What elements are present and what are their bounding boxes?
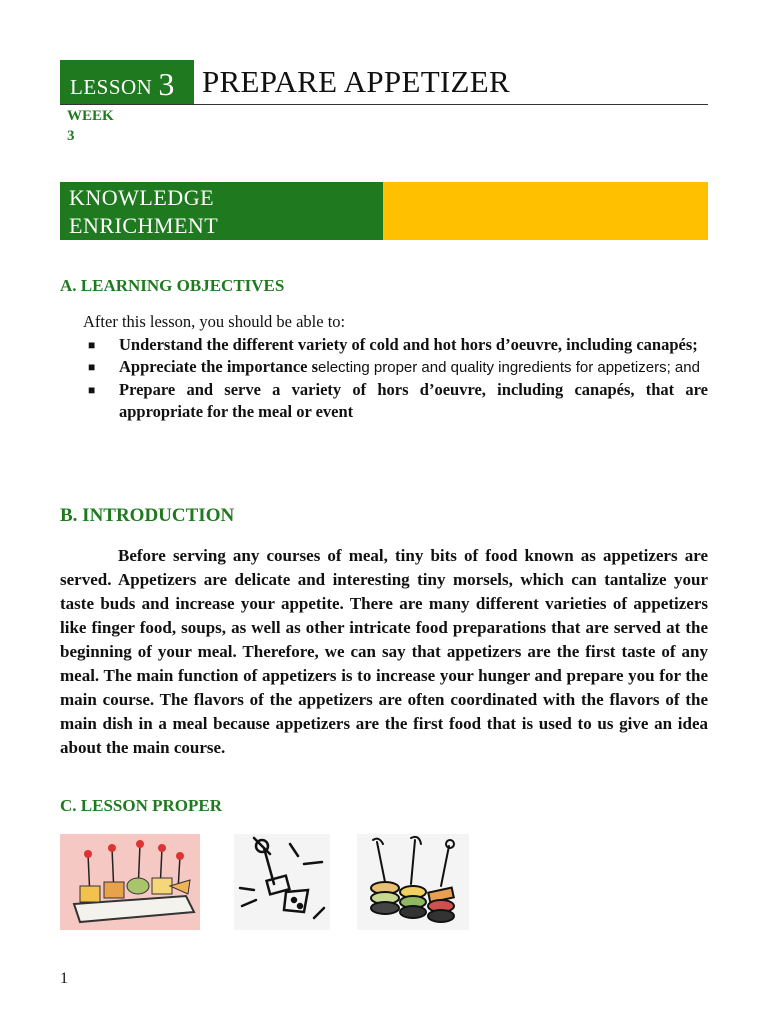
page-number: 1 <box>60 970 68 987</box>
list-item <box>88 334 708 356</box>
objectives-intro: After this lesson, you should be able to: <box>83 312 346 331</box>
knowledge-enrichment-banner <box>60 182 708 240</box>
lesson-word: LESSON <box>70 75 153 99</box>
introduction-paragraph: Before serving any courses of meal, tiny bits of food known as appetizers are served. Appetizers are delicate and interesting tiny morsels, which can tantalize your taste buds and increase your appetite. There are many different varieties of appetizers like finger food, soups, as well as other intricate food preparations that are served at the beginning of your meal. Therefore, we can say that appetizers are the first taste of any meal. The main function of appetizers is to increase your hunger and prepare you for the main course. The flavors of the appetizers are often coordinated with the flavors of the main dish in a meal because appetizers are the first food that is used to us give an idea about the main course. <box>60 546 708 757</box>
week-word: WEEK <box>67 108 114 124</box>
bullet-icon: ■ <box>88 383 96 397</box>
banner-line-1: KNOWLEDGE <box>69 185 215 210</box>
week-number: 3 <box>67 128 75 144</box>
lesson-number: 3 <box>158 66 175 102</box>
section-a-heading: A. LEARNING OBJECTIVES <box>60 276 285 295</box>
objective-text: Appreciate the importance s <box>119 357 319 376</box>
objectives-list <box>88 334 708 423</box>
bullet-icon: ■ <box>88 360 96 374</box>
objective-text: Understand the different variety of cold and hot hors d’oeuvre, including canapés; <box>119 335 698 354</box>
page-title: PREPARE APPETIZER <box>202 64 511 99</box>
banner-line-2: ENRICHMENT <box>69 213 219 238</box>
objective-text-light: electing proper and quality ingredients for appetizers; and <box>318 359 700 376</box>
banner-label <box>60 182 383 240</box>
list-item <box>88 379 708 423</box>
list-item <box>88 356 708 379</box>
objective-text: Prepare and serve a variety of hors d’oeuvre, including canapés, that are appropriate for the meal or event <box>119 380 708 421</box>
week-label <box>67 106 114 146</box>
title-divider <box>60 104 708 105</box>
canape-platter-illustration <box>60 834 200 930</box>
skewer-sketch-illustration <box>234 834 330 930</box>
lesson-badge <box>60 60 194 104</box>
section-b-heading: B. INTRODUCTION <box>60 505 235 526</box>
bullet-icon: ■ <box>88 338 96 352</box>
stacked-canapes-illustration <box>357 834 469 930</box>
section-c-heading: C. LESSON PROPER <box>60 796 222 815</box>
banner-accent <box>383 182 708 240</box>
